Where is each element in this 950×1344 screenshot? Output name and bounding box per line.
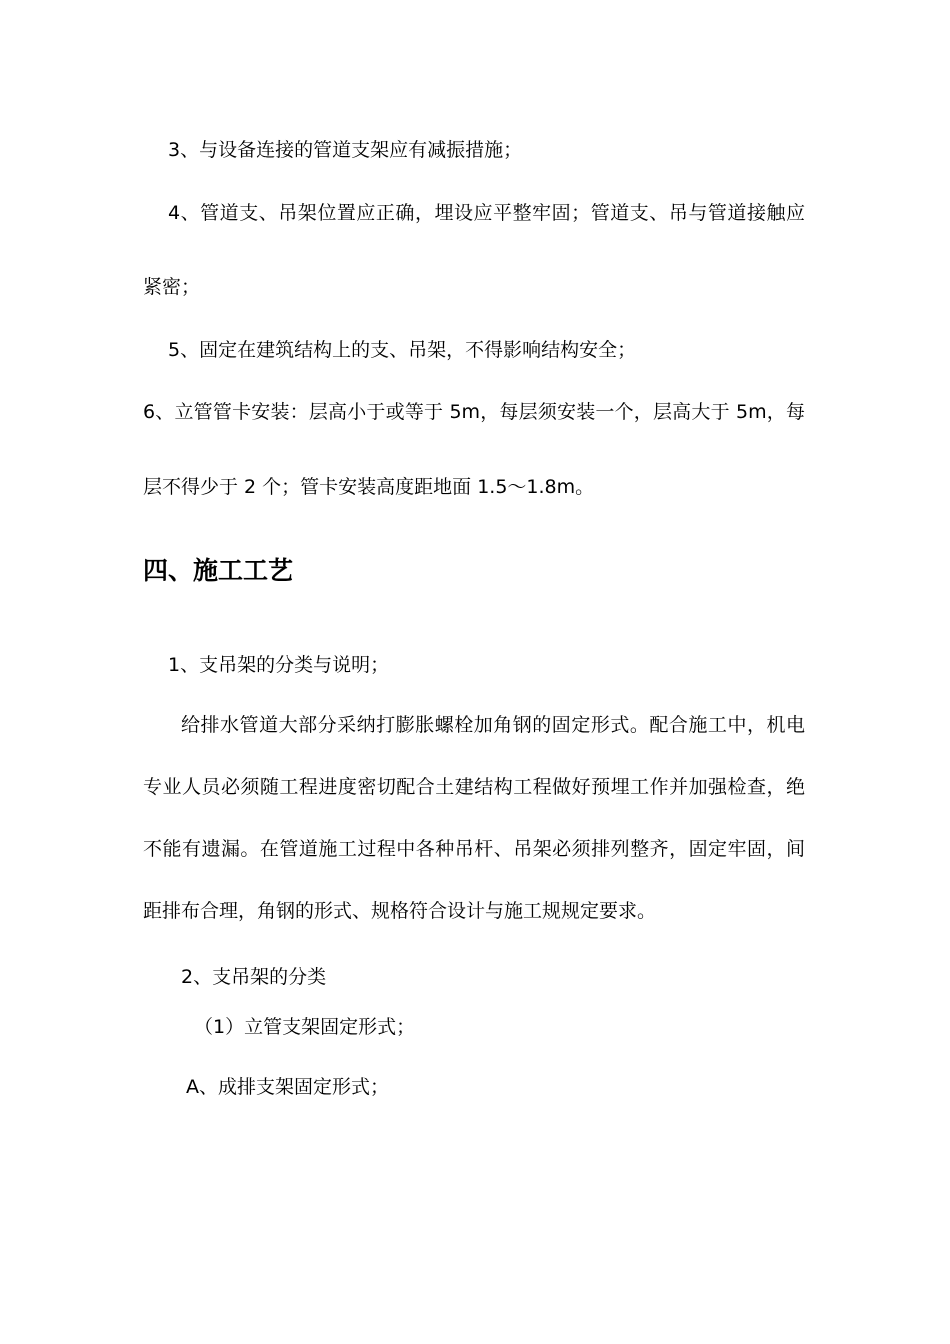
item-6-line-2: 层不得少于 2 个；管卡安装高度距地面 1.5～1.8m。 xyxy=(143,476,595,498)
item-6-line-1: 6、立管管卡安装：层高小于或等于 5m，每层须安装一个，层高大于 5m，每 xyxy=(143,401,805,423)
subsection-2-1: （1）立管支架固定形式； xyxy=(194,1016,416,1038)
subsection-2: 2、支吊架的分类 xyxy=(181,966,327,988)
subsection-1: 1、支吊架的分类与说明； xyxy=(168,654,390,676)
item-4-line-2: 紧密； xyxy=(143,276,201,298)
subsection-2-1-a: A、成排支架固定形式； xyxy=(186,1076,389,1098)
paragraph-line-1: 给排水管道大部分采纳打膨胀螺栓加角钢的固定形式。配合施工中，机电 xyxy=(181,714,805,736)
paragraph-line-3: 不能有遗漏。在管道施工过程中各种吊杆、吊架必须排列整齐，固定牢固，间 xyxy=(143,838,805,860)
item-5: 5、固定在建筑结构上的支、吊架，不得影响结构安全； xyxy=(168,339,637,361)
item-4-line-1: 4、管道支、吊架位置应正确，埋设应平整牢固；管道支、吊与管道接触应 xyxy=(168,202,805,224)
paragraph-line-4: 距排布合理，角钢的形式、规格符合设计与施工规规定要求。 xyxy=(143,900,657,922)
paragraph-line-2: 专业人员必须随工程进度密切配合土建结构工程做好预埋工作并加强检查，绝 xyxy=(143,776,805,798)
section-heading: 四、施工工艺 xyxy=(143,556,294,585)
item-3: 3、与设备连接的管道支架应有减振措施； xyxy=(168,139,523,161)
